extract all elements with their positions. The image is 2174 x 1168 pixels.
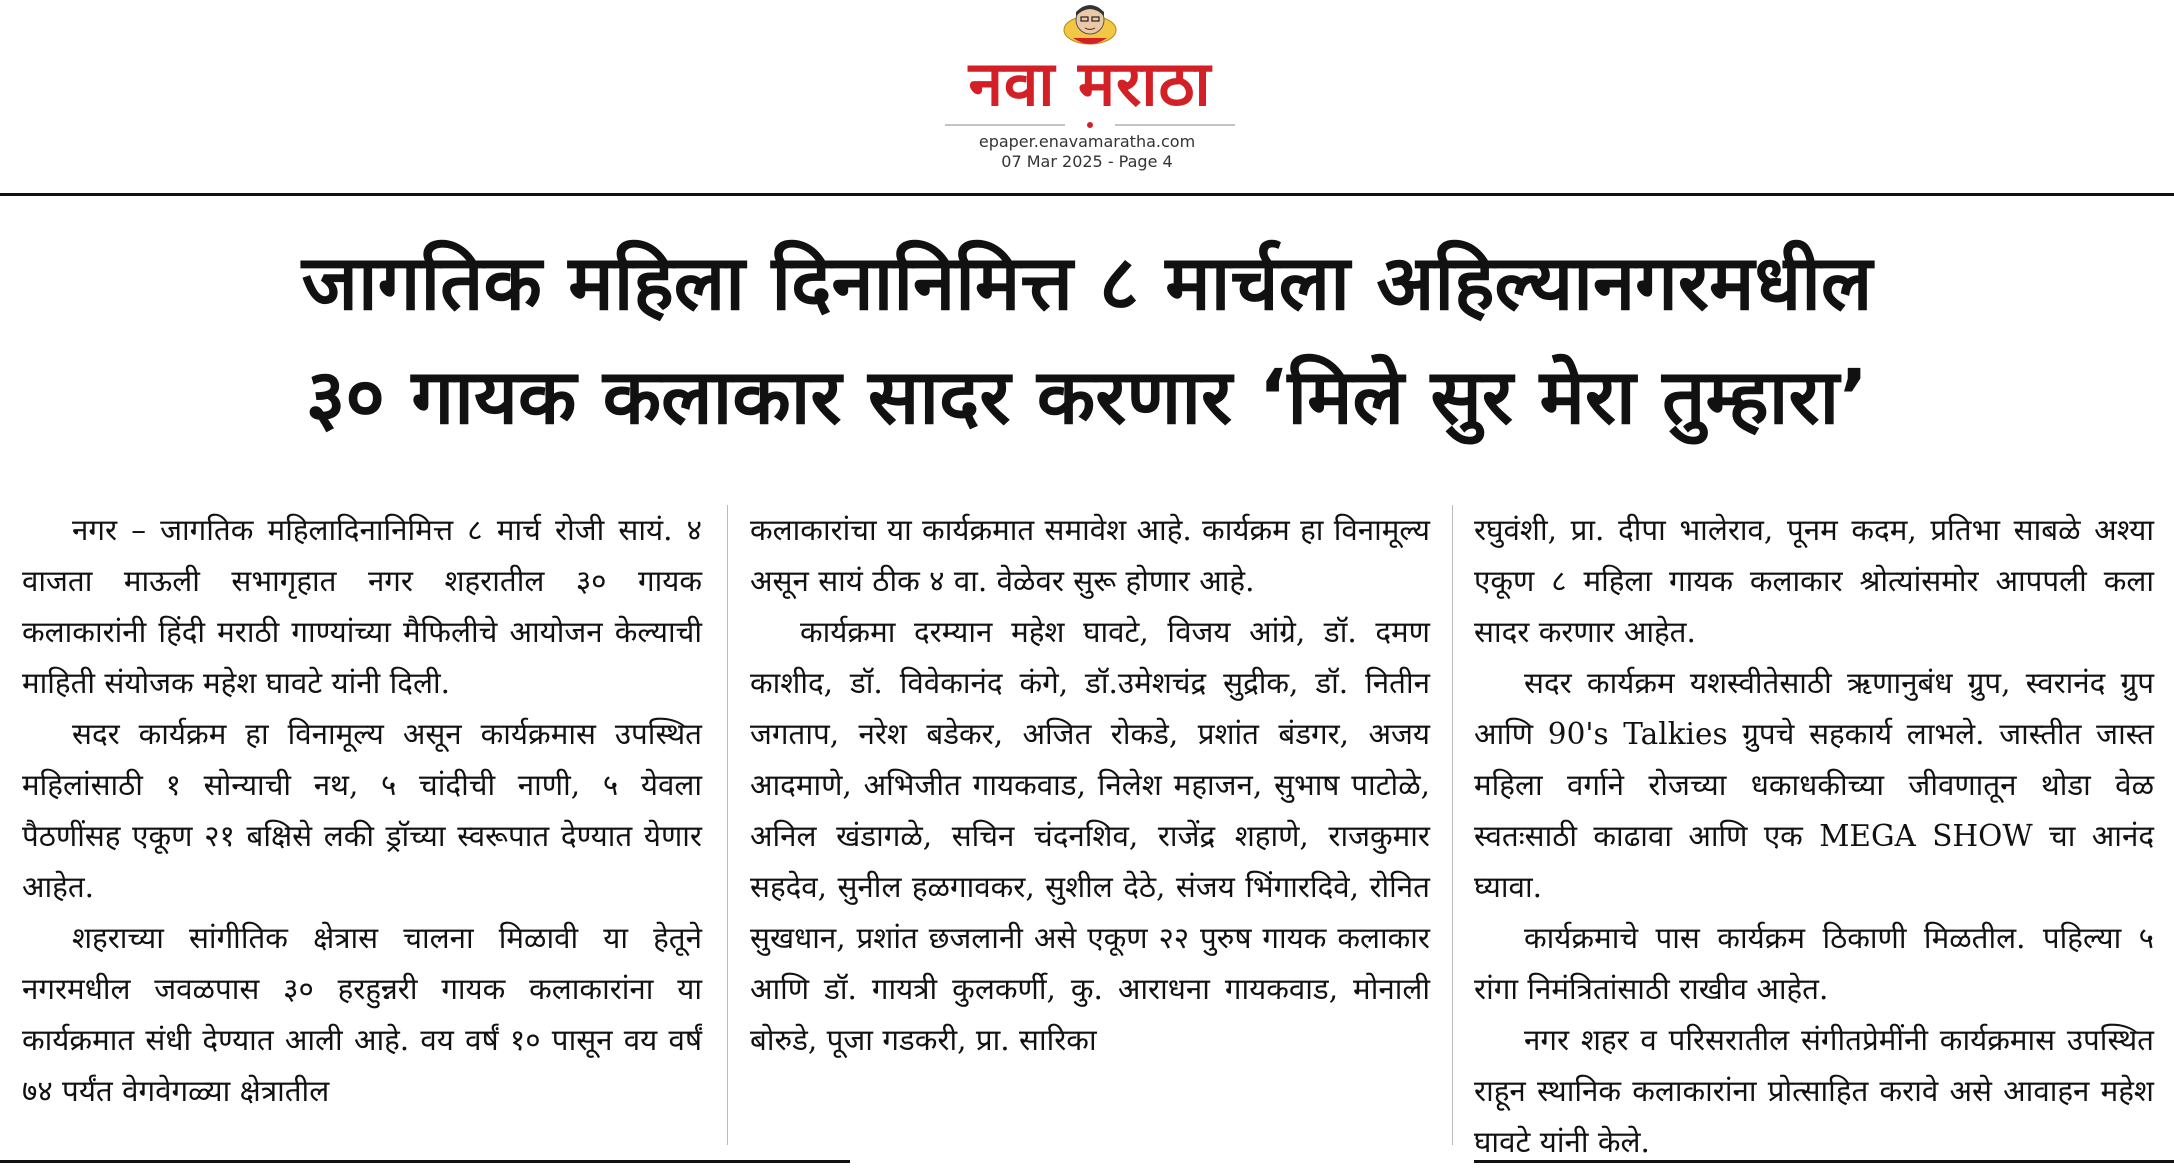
headline-line-2: ३० गायक कलाकार सादर करणार ‘मिले सुर मेरा तुम्हारा’ xyxy=(305,352,1869,441)
headline-line-1: जागतिक महिला दिनानिमित्त ८ मार्चला अहिल्यानगरमधील xyxy=(301,238,1873,327)
paragraph: शहराच्या सांगीतिक क्षेत्रास चालना मिळावी या हेतूने नगरमधील जवळपास ३० हरहुन्नरी गायक कलाकारांना या कार्यक्रमात संधी देण्यात आली आहे. वय वर्षं १० पासून वय वर्षं ७४ पर्यंत वेगवेगळ्या क्षेत्रातील xyxy=(22,921,702,1108)
paragraph: सदर कार्यक्रम हा विनामूल्य असून कार्यक्रमास उपस्थित महिलांसाठी १ सोन्याची नथ, ५ चांदीची नाणी, ५ येवला पैठणींसह एकूण २१ बक्षिसे लकी ड्रॉच्या स्वरूपात देण्यात येणार आहेत. xyxy=(22,717,702,904)
paragraph: नगर – जागतिक महिलादिनानिमित्त ८ मार्च रोजी सायं. ४ वाजता माऊली सभागृहात नगर शहरातील ३० गायक कलाकारांनी हिंदी मराठी गाण्यांच्या मैफिलीचे आयोजन केल्याची माहिती संयोजक महेश घावटे यांनी दिली. xyxy=(22,513,702,700)
bottom-divider-left xyxy=(0,1160,850,1163)
newspaper-name: नवा मराठा xyxy=(968,47,1212,120)
paragraph: रघुवंशी, प्रा. दीपा भालेराव, पूनम कदम, प्रतिभा साबळे अश्या एकूण ८ महिला गायक कलाकार श्रोत्यांसमोर आपपली कला सादर करणार आहेत. xyxy=(1474,513,2154,649)
article-column-3 xyxy=(1474,505,2154,1168)
paragraph: कलाकारांचा या कार्यक्रमात समावेश आहे. कार्यक्रम हा विनामूल्य असून सायं ठीक ४ वा. वेळेवर सुरू होणार आहे. xyxy=(750,513,1430,598)
edition-date-page: 07 Mar 2025 - Page 4 xyxy=(1001,152,1173,171)
logo-subline-decoration xyxy=(945,118,1235,132)
masthead xyxy=(0,0,2174,190)
paragraph: सदर कार्यक्रम यशस्वीतेसाठी ऋणानुबंध ग्रुप, स्वरानंद ग्रुप आणि 90's Talkies ग्रुपचे सहकार्य लाभले. जास्तीत जास्त महिला वर्गाने रोजच्या धकाधकीच्या जीवणातून थोडा वेळ स्वतःसाठी काढावा आणि एक MEGA SHOW चा आनंद घ्यावा. xyxy=(1474,666,2154,904)
article-column-2 xyxy=(750,505,1430,1066)
founder-portrait-icon xyxy=(1063,0,1117,50)
article-column-1 xyxy=(22,505,702,1117)
column-divider xyxy=(1452,505,1453,1145)
bottom-divider-right xyxy=(1474,1160,2174,1163)
paragraph: कार्यक्रमाचे पास कार्यक्रम ठिकाणी मिळतील. पहिल्या ५ रांगा निमंत्रितांसाठी राखीव आहेत. xyxy=(1474,921,2154,1006)
article-headline xyxy=(0,226,2174,454)
epaper-url[interactable]: epaper.enavamaratha.com xyxy=(978,132,1196,151)
paragraph: नगर शहर व परिसरातील संगीतप्रेमींनी कार्यक्रमास उपस्थित राहून स्थानिक कलाकारांना प्रोत्साहित करावे असे आवाहन महेश घावटे यांनी केले. xyxy=(1474,1023,2154,1159)
top-divider xyxy=(0,193,2174,196)
paragraph: कार्यक्रमा दरम्यान महेश घावटे, विजय आंग्रे, डॉ. दमण काशीद, डॉ. विवेकानंद कंगे, डॉ.उमेशचंद्र सुद्रीक, डॉ. नितीन जगताप, नरेश बडेकर, अजित रोकडे, प्रशांत बंडगर, अजय आदमाणे, अभिजीत गायकवाड, निलेश महाजन, सुभाष पाटोळे, अनिल खंडागळे, सचिन चंदनशिव, राजेंद्र शहाणे, राजकुमार सहदेव, सुनील हळगावकर, सुशील देठे, संजय भिंगारदिवे, रोनित सुखधान, प्रशांत छजलानी असे एकूण २२ पुरुष गायक कलाकार आणि डॉ. गायत्री कुलकर्णी, कु. आराधना गायकवाड, मोनाली बोरुडे, पूजा गडकरी, प्रा. सारिका xyxy=(750,615,1430,1057)
column-divider xyxy=(727,505,728,1145)
newspaper-logo[interactable] xyxy=(935,0,1245,140)
